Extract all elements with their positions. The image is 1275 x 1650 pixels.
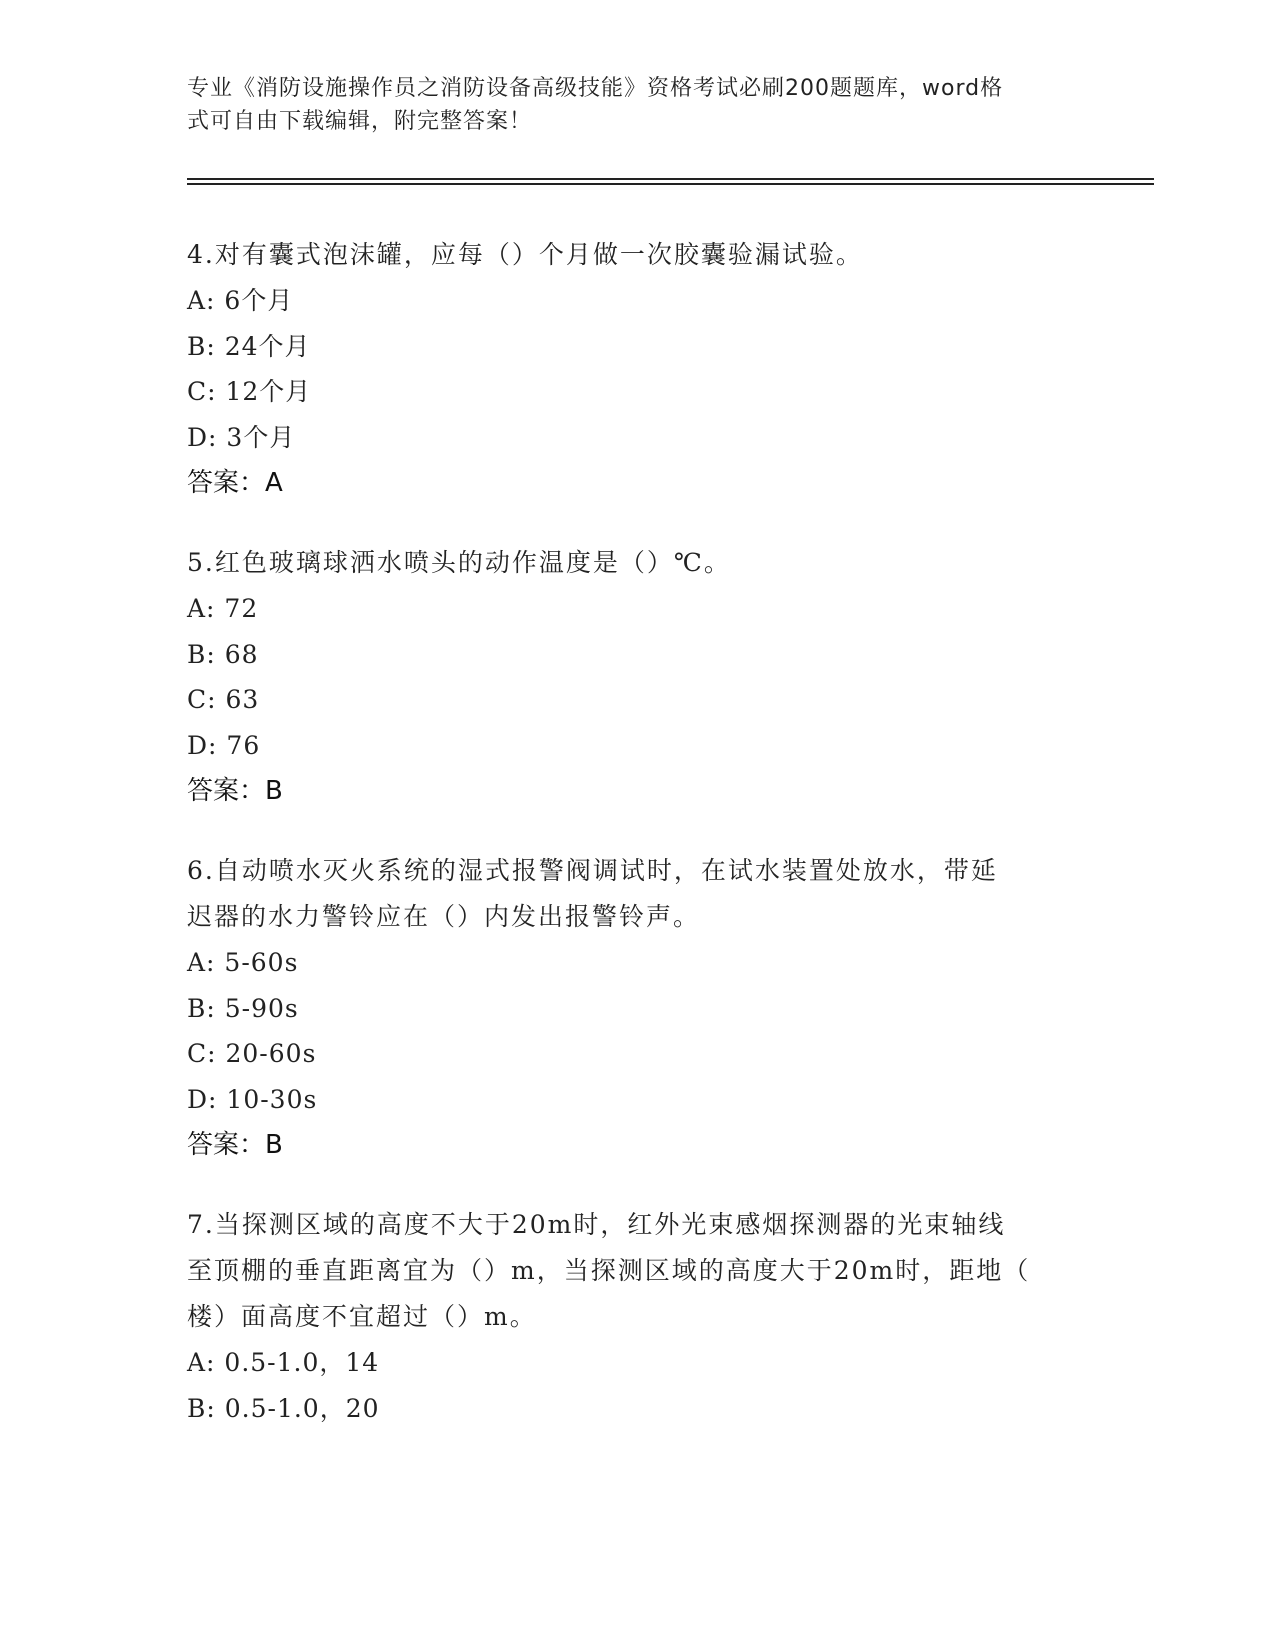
question-4 bbox=[187, 232, 1087, 506]
option-b: B: 68 bbox=[187, 639, 259, 669]
option-a: A: 0.5-1.0，14 bbox=[187, 1348, 380, 1377]
header-divider-top bbox=[187, 178, 1154, 180]
answer-label: 答案：A bbox=[187, 468, 283, 498]
question-list bbox=[187, 232, 1087, 1465]
question-text-line-2: 迟器的水力警铃应在（）内发出报警铃声。 bbox=[187, 902, 701, 931]
question-text-line-2: 至顶棚的垂直距离宜为（）m，当探测区域的高度大于20m时，距地（ bbox=[187, 1256, 1031, 1285]
option-a: A: 6个月 bbox=[187, 286, 294, 315]
header-line-1: 专业《消防设施操作员之消防设备高级技能》资格考试必刷200题题库，word格 bbox=[187, 76, 1004, 101]
header-line-2: 式可自由下载编辑，附完整答案！ bbox=[187, 109, 533, 134]
option-b: B: 0.5-1.0，20 bbox=[187, 1393, 380, 1423]
option-b: B: 5-90s bbox=[187, 993, 299, 1023]
question-text: 5.红色玻璃球洒水喷头的动作温度是（）℃。 bbox=[187, 548, 731, 577]
option-c: C: 63 bbox=[187, 685, 260, 714]
document-header bbox=[187, 72, 1087, 138]
answer-label: 答案：B bbox=[187, 1130, 283, 1160]
question-6 bbox=[187, 848, 1087, 1168]
question-5 bbox=[187, 540, 1087, 814]
question-text-line-1: 6.自动喷水灭火系统的湿式报警阀调试时，在试水装置处放水，带延 bbox=[187, 856, 998, 885]
answer-label: 答案：B bbox=[187, 776, 283, 806]
question-text-line-3: 楼）面高度不宜超过（）m。 bbox=[187, 1302, 537, 1331]
option-b: B: 24个月 bbox=[187, 331, 311, 361]
option-a: A: 5-60s bbox=[187, 948, 299, 977]
question-text-line-1: 7.当探测区域的高度不大于20m时，红外光束感烟探测器的光束轴线 bbox=[187, 1210, 1006, 1239]
option-d: D: 10-30s bbox=[187, 1084, 318, 1114]
option-a: A: 72 bbox=[187, 594, 259, 623]
question-7 bbox=[187, 1202, 1087, 1431]
header-divider-bottom bbox=[187, 183, 1154, 185]
option-c: C: 12个月 bbox=[187, 377, 312, 406]
option-d: D: 76 bbox=[187, 730, 261, 760]
option-d: D: 3个月 bbox=[187, 422, 296, 452]
option-c: C: 20-60s bbox=[187, 1039, 317, 1068]
question-text: 4.对有囊式泡沫罐，应每（）个月做一次胶囊验漏试验。 bbox=[187, 240, 863, 269]
